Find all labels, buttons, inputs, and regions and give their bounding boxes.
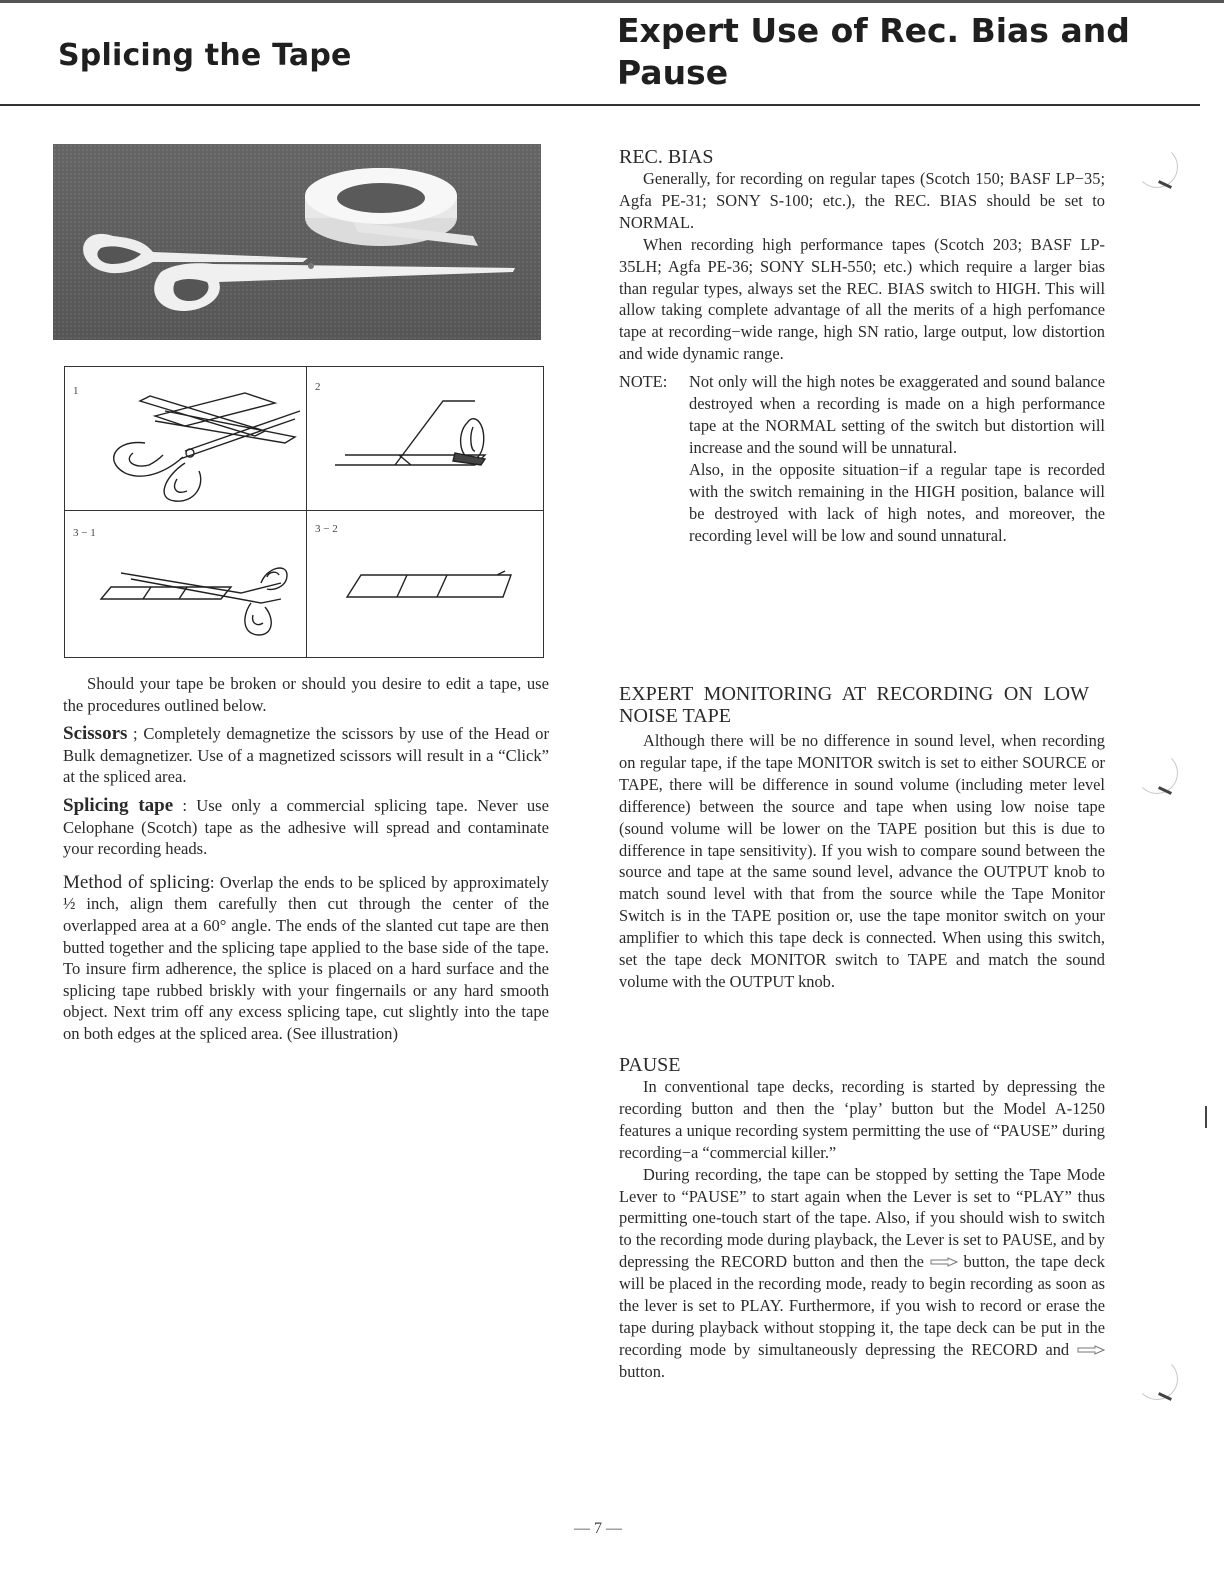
page-number: — 7 —	[574, 1520, 622, 1537]
scissors-text: ; Completely demagnetize the scissors by use of the Head or Bulk demagnetizer. Use of a magnetized scissors will result in a “Click” at the spliced area.	[63, 724, 549, 787]
method-text: : Overlap the ends to be spliced by approximately ½ inch, align them carefully then cut through the center of the overlapped area at a 60° angle. The ends of the slanted cut tape are then butted together and the splicing tape applied to the base side of the tape. To insure firm adherence, the splice is placed on a hard surface and the splicing tape rubbed briskly with your fingernails or any hard smooth object. Next trim off any excess splicing tape, cut slightly into the tape on both edges at the spliced area. (See illustration)	[63, 872, 549, 1043]
step-3-2-finished-illustration	[335, 557, 535, 617]
pause-p2-part-b: button, the tape deck will be placed in the recording mode, ready to begin recording as soon as the lever is set to PLAY. Furthermore, if you wish to record or erase the tape during playback without stopping it, the tape deck can be put in the recording mode by simultaneously depressing the RECORD and	[619, 1252, 1105, 1359]
figure-divider-horizontal	[65, 510, 543, 511]
splicing-tape-text: : Use only a commercial splicing tape. Never use Celophane (Scotch) tape as the adhesive will spread and contaminate your recording heads.	[63, 795, 549, 859]
punch-hole-top	[1136, 146, 1178, 188]
pause-p2	[619, 1164, 1105, 1383]
method-paragraph	[63, 872, 549, 1045]
page-top-edge	[0, 0, 1224, 3]
pause-p2-part-a: During recording, the tape can be stopped by setting the Tape Mode Lever to “PAUSE” to start again when the Lever is set to “PLAY” thus permitting one-touch start of the tape. Also, if you should wish to switch to the recording mode during playback, the Lever is set to PAUSE, and by depressing the RECORD button and then the	[619, 1164, 1106, 1272]
note-p2: Also, in the opposite situation−if a regular tape is recorded with the switch remaining in the HIGH position, balance will be destroyed with lack of high notes, and moreover, the recording level will be low and sound unnatural.	[689, 459, 1105, 545]
rec-bias-section	[619, 146, 1105, 546]
splicing-intro: Should your tape be broken or should you desire to edit a tape, use the procedures outlined below.	[63, 674, 549, 715]
expert-use-title: Expert Use of Rec. Bias and Pause	[617, 11, 1130, 92]
rec-bias-heading: REC. BIAS	[619, 146, 714, 168]
scissors-paragraph	[63, 723, 549, 788]
rec-bias-p2: When recording high performance tapes (Scotch 203; BASF LP-35LH; Agfa PE-36; SONY SLH-550; etc.) which require a larger bias than regular types, always set the REC. BIAS switch to HIGH. This will allow taking complete advantage of all the merits of a high perfomance tape at recording−wide range, high SN ratio, large output, low distortion and wide dynamic range.	[619, 234, 1105, 364]
method-label: Method of splicing	[63, 871, 210, 893]
monitoring-section	[619, 683, 1105, 993]
note-p1: Not only will the high notes be exaggerated and sound balance destroyed when a recording is made on a high performance tape at the NORMAL setting of the switch but distortion will increase and the sound will be unnatural.	[689, 372, 1105, 457]
header-rule	[0, 104, 1200, 106]
margin-tick	[1205, 1106, 1207, 1128]
splicing-steps-figure	[64, 366, 544, 658]
play-arrow-icon	[930, 1257, 958, 1267]
pause-section	[619, 1054, 1105, 1383]
monitoring-heading: EXPERT MONITORING AT RECORDING ON LOW NOISE TAPE	[619, 683, 1089, 727]
step-1-label: 1	[73, 385, 79, 397]
pause-p2-part-c: button.	[619, 1361, 665, 1381]
figure-divider-vertical	[306, 367, 307, 657]
rec-bias-note	[619, 371, 1105, 546]
step-1-scissors-illustration	[95, 381, 305, 506]
splicing-instructions	[63, 673, 549, 1045]
step-3-1-trim-illustration	[91, 543, 301, 653]
pause-heading: PAUSE	[619, 1054, 681, 1076]
punch-hole-middle	[1136, 752, 1178, 794]
monitoring-p1: Although there will be no difference in sound level, when recording on regular tape, if the tape MONITOR switch is set to either SOURCE or TAPE, there will be difference in sound volume (including meter level difference) between the source and tape when using low noise tape (sound volume will be lower on the TAPE position but this is due to difference in tape sensitivity). If you wish to compare sound between the source and tape at the same sound level, advance the OUTPUT knob to match sound level with that from the source while the Tape Monitor Switch is in the TAPE position or, use the tape monitor switch on your amplifier to which this tape deck is connected. When using this switch, set the tape deck MONITOR switch to TAPE and match the sound volume with the OUTPUT knob.	[619, 731, 1105, 991]
note-body	[689, 371, 1105, 546]
splicing-title: Splicing the Tape	[58, 38, 352, 73]
note-label: NOTE:	[619, 372, 668, 392]
pause-p1: In conventional tape decks, recording is started by depressing the recording button and then the ‘play’ button but the Model A-1250 features a unique recording system permitting the use of “PAUSE” during recording−a “commercial killer.”	[619, 1077, 1105, 1162]
splicing-tape-label: Splicing tape	[63, 794, 174, 816]
splicing-tape-paragraph	[63, 795, 549, 860]
step-3-1-label: 3 − 1	[73, 527, 96, 539]
rec-bias-p1: Generally, for recording on regular tapes (Scotch 150; BASF LP−35; Agfa PE-31; SONY S-100; etc.), the REC. BIAS should be set to NORMAL.	[619, 169, 1105, 232]
step-2-splice-illustration	[335, 393, 535, 503]
play-arrow-icon	[1077, 1345, 1105, 1355]
scissors-label: Scissors	[63, 723, 128, 745]
step-3-2-label: 3 − 2	[315, 523, 338, 535]
step-2-label: 2	[315, 381, 321, 393]
scissors-tape-photo	[53, 144, 541, 340]
punch-hole-bottom	[1136, 1358, 1178, 1400]
